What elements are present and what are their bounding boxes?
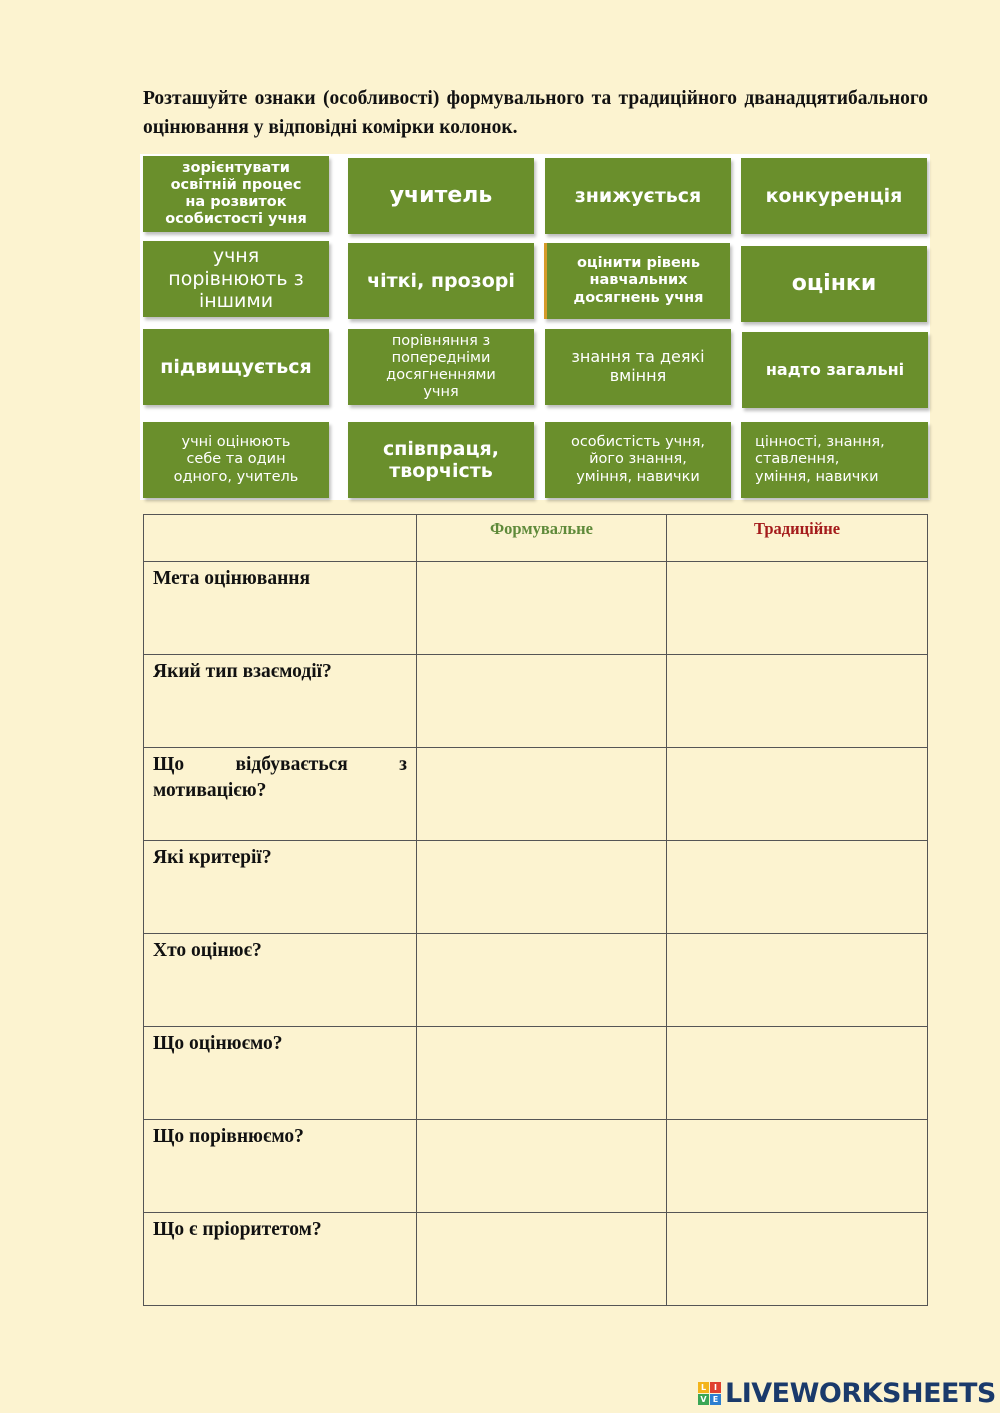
drop-cell-formative[interactable] — [417, 1027, 667, 1120]
logo-mark-icon — [698, 1382, 721, 1405]
header-blank — [144, 515, 417, 562]
drop-cell-traditional[interactable] — [667, 841, 928, 934]
drag-card[interactable]: чіткі, прозорі — [348, 243, 534, 319]
drop-cell-traditional[interactable] — [667, 748, 928, 841]
drop-cell-formative[interactable] — [417, 934, 667, 1027]
drag-card[interactable]: надто загальні — [742, 332, 928, 408]
drop-cell-formative[interactable] — [417, 562, 667, 655]
header-formative: Формувальне — [417, 515, 667, 562]
drag-card[interactable]: учні оцінюють себе та один одного, учитель — [143, 422, 329, 498]
drag-card[interactable]: знижується — [545, 158, 731, 234]
question-cell: Який тип взаємодії? — [144, 655, 417, 748]
drop-cell-traditional[interactable] — [667, 1120, 928, 1213]
logo-letter: I — [710, 1382, 721, 1393]
liveworksheets-logo — [698, 1378, 996, 1408]
sorting-table — [143, 514, 928, 1306]
drag-card[interactable]: підвищується — [143, 329, 329, 405]
instructions-text: Розташуйте ознаки (особливості) формувального та традиційного дванадцятибального оцінювання у відповідні комірки колонок. — [143, 88, 928, 138]
drag-card[interactable]: співпраця, творчість — [348, 422, 534, 498]
drop-cell-traditional[interactable] — [667, 655, 928, 748]
drop-cell-traditional[interactable] — [667, 1213, 928, 1306]
drag-card[interactable]: особистість учня, його знання, уміння, навички — [545, 422, 731, 498]
drag-card[interactable]: оцінки — [741, 246, 927, 322]
question-cell: Мета оцінювання — [144, 562, 417, 655]
question-cell: Які критерії? — [144, 841, 417, 934]
question-cell: Що є пріоритетом? — [144, 1213, 417, 1306]
drop-cell-traditional[interactable] — [667, 1027, 928, 1120]
drop-cell-traditional[interactable] — [667, 934, 928, 1027]
drag-card[interactable]: знання та деякі вміння — [545, 329, 731, 405]
logo-letter: E — [710, 1394, 721, 1405]
drag-card[interactable]: зорієнтувати освітній процес на розвиток особистості учня — [143, 156, 329, 232]
question-cell: Що порівнюємо? — [144, 1120, 417, 1213]
drag-card[interactable]: оцінити рівень навчальних досягнень учня — [544, 243, 730, 319]
drag-card[interactable]: порівняння з попередніми досягненнями учня — [348, 329, 534, 405]
logo-text: LIVEWORKSHEETS — [725, 1377, 996, 1409]
card-bank — [140, 154, 930, 500]
drop-cell-formative[interactable] — [417, 1120, 667, 1213]
header-traditional: Традиційне — [667, 515, 928, 562]
logo-letter: L — [698, 1382, 709, 1393]
drop-cell-formative[interactable] — [417, 1213, 667, 1306]
question-cell: Хто оцінює? — [144, 934, 417, 1027]
drop-cell-formative[interactable] — [417, 748, 667, 841]
drop-cell-formative[interactable] — [417, 841, 667, 934]
drag-card[interactable]: конкуренція — [741, 158, 927, 234]
question-cell: Що оцінюємо? — [144, 1027, 417, 1120]
drag-card[interactable]: учитель — [348, 158, 534, 234]
drop-cell-formative[interactable] — [417, 655, 667, 748]
drop-cell-traditional[interactable] — [667, 562, 928, 655]
drag-card[interactable]: учня порівнюють з іншими — [143, 241, 329, 317]
drag-card[interactable]: цінності, знання, ставлення, уміння, навички — [741, 422, 928, 498]
logo-letter: V — [698, 1394, 709, 1405]
question-cell: Що відбувається з мотивацією? — [144, 748, 417, 841]
